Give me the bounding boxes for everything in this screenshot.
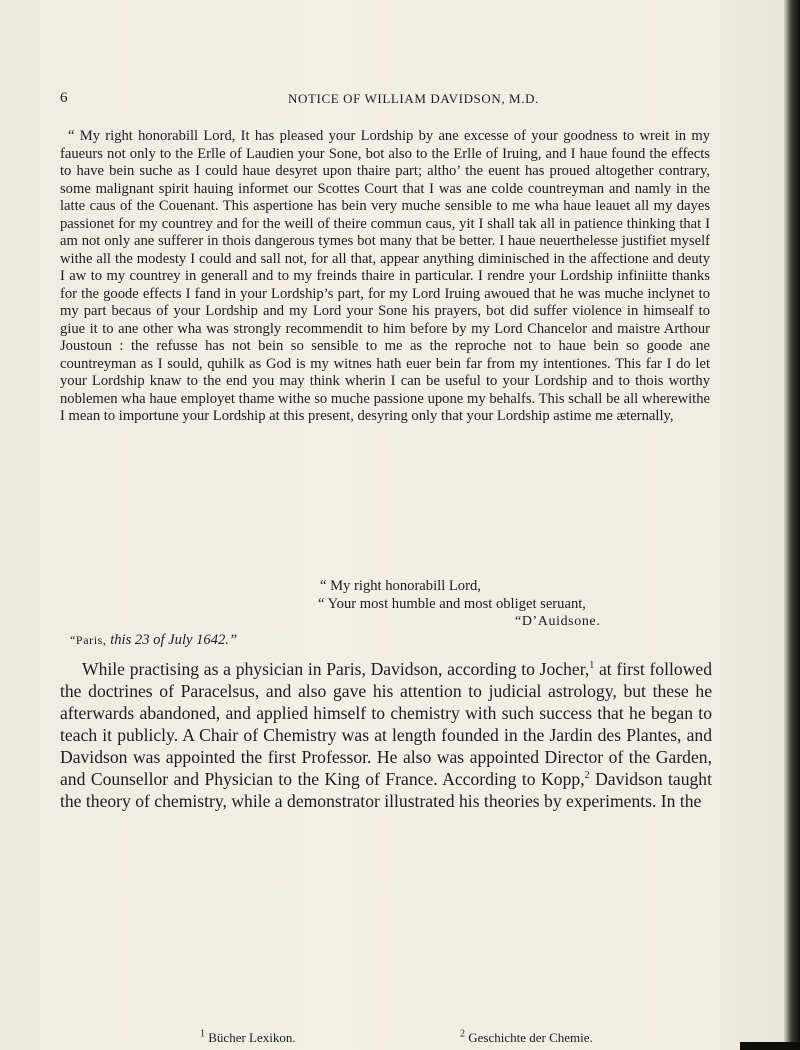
paragraph-text-part-1: While practising as a physician in Paris, Davidson, according to Jocher, <box>82 659 590 679</box>
letter-signature: “D’Auidsone. <box>515 614 601 629</box>
page-number: 6 <box>60 90 68 106</box>
letter-dateline <box>70 632 237 649</box>
footnote-2 <box>460 1030 593 1046</box>
footnote-1-text: Bücher Lexikon. <box>208 1030 296 1045</box>
running-head: NOTICE OF WILLIAM DAVIDSON, M.D. <box>288 91 539 106</box>
binding-edge-shadow <box>784 0 800 1050</box>
page-header <box>60 90 700 110</box>
footnote-1 <box>200 1030 296 1046</box>
footnote-2-text: Geschichte der Chemie. <box>468 1030 593 1045</box>
letter-body: “ My right honorabill Lord, It has pleased your Lordship by ane excesse of your goodness to wreit in my faueurs not only to the Erlle of Laudien your Sone, bot also to the Erlle of Iruing, and I haue found the effects to have bein suche as I could haue desyret upon thaire part; altho’ the euent has proued altogether contrary, some malignant spirit hauing informet our Scottes Court that I was ane colde countreyman and namly in the latte caus of the Couenant. This aspertione has bein very muche sensible to me wha haue leauet all my dayes passionet for my countrey and for the weill of theire commun caus, yit I shall tak all in patience thinking that I am not only ane sufferer in thois dangerous tymes bot many that be better. I haue neuerthelesse justifiet myself withe all the modesty I could and sall not, for all that, appear anything diminisched in the affectione and deuty I aw to my countrey in generall and to my freinds thaire in particular. I rendre your Lordship infiniitte thanks for the goode effects I fand in your Lordship’s part, for my Lord Iruing awoued that he was muche inclynet to my part becaus of your Lordship and my Lord your Sone his prayers, bot did suffer violence in himsealf to giue it to ane other wha was strongly recommendit to him before by my Lord Chancelor and maistre Arthour Joustoun : the refusse has not bein so sensible to me as the reproche not to haue bein so goode ane countreyman as I sould, quhilk as God is my witnes hath euer bein far from my intentiones. This far I do let your Lordship knaw to the end you may think wherin I can be useful to your Lordship and to thois worthy noblemen wha haue employet thame withe so muche passione upone my behalfs. This schall be all wherewithe I mean to importune your Lordship at this present, desyring only that your Lordship astime me æternally, <box>60 128 710 424</box>
footnote-ref-2: 2 <box>584 770 590 782</box>
quoted-letter <box>60 128 710 426</box>
main-paragraph <box>60 658 712 812</box>
paragraph-text <box>60 658 712 812</box>
page-corner-shadow <box>740 1042 800 1050</box>
letter-closing-subscription: “ Your most humble and most obliget seruant, <box>318 596 586 612</box>
footnote-ref-1: 1 <box>589 660 595 672</box>
paragraph-text-part-3: Davidson taught the theory of chemistry, while a demonstrator illustrated his theories by experiments. In the <box>60 769 712 811</box>
dateline-date: this 23 of July 1642.” <box>110 632 238 648</box>
paragraph-text-part-2: at first followed the doctrines of Paracelsus, and also gave his attention to judicial astrology, but these he afterwards abandoned, and applied himself to chemistry with such success that he began to teach it publicly. A Chair of Chemistry was at length founded in the Jardin des Plantes, and Davidson was appointed the first Professor. He also was appointed Director of the Garden, and Counsellor and Physician to the King of France. According to Kopp, <box>60 659 712 789</box>
dateline-place: “Paris, <box>70 633 107 647</box>
footnote-1-marker: 1 <box>200 1028 205 1040</box>
footnote-2-marker: 2 <box>460 1028 465 1040</box>
letter-closing-salutation: “ My right honorabill Lord, <box>320 578 481 594</box>
